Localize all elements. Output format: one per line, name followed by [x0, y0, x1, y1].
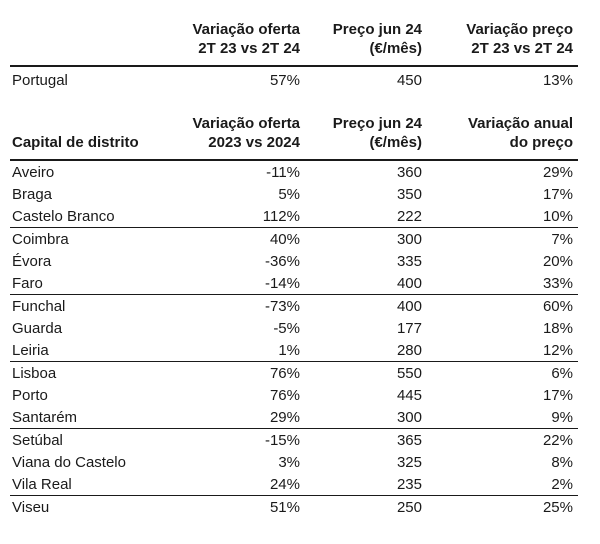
offer-change-cell: 40% — [269, 230, 300, 248]
header-line-2: (€/mês) — [369, 40, 422, 57]
price-change-cell: 22% — [542, 431, 573, 449]
header-line-2: 2T 23 vs 2T 24 — [471, 40, 573, 57]
district-name-cell: Leiria — [10, 339, 165, 362]
price-change-cell: 29% — [542, 163, 573, 181]
header-price — [305, 20, 427, 66]
header-line-2: (€/mês) — [369, 134, 422, 151]
header-line-2: 2023 vs 2024 — [208, 134, 300, 151]
price-change-cell: 10% — [427, 205, 578, 228]
price-cell: 250 — [396, 498, 422, 516]
price-cell: 300 — [305, 406, 427, 429]
table-row — [10, 272, 578, 295]
price-change-cell: 2% — [427, 473, 578, 496]
district-name-cell: Aveiro — [12, 163, 55, 181]
table-row — [10, 339, 578, 362]
offer-change-cell: -5% — [273, 319, 300, 337]
price-cell: 360 — [396, 163, 422, 181]
price-change-cell: 33% — [427, 272, 578, 295]
price-change-cell: 8% — [551, 453, 573, 471]
district-name-cell: Évora — [12, 252, 52, 270]
district-capitals-table — [10, 114, 578, 518]
offer-change-cell: -15% — [264, 431, 300, 449]
table-row — [10, 451, 578, 473]
header-line-2: Capital de distrito — [12, 134, 139, 151]
header-line-2: 2T 23 vs 2T 24 — [198, 40, 300, 57]
table-row — [10, 384, 578, 406]
price-change-cell: 17% — [542, 386, 573, 404]
offer-change-cell: 112% — [165, 205, 305, 228]
price-cell: 222 — [305, 205, 427, 228]
district-name-cell: Vila Real — [10, 473, 165, 496]
header-line-1: Variação oferta — [192, 115, 300, 132]
table-row — [10, 362, 578, 385]
offer-change-cell: -11% — [266, 163, 300, 181]
price-change-cell: 18% — [542, 319, 573, 337]
offer-change-cell: 24% — [165, 473, 305, 496]
district-name-cell: Viana do Castelo — [12, 453, 126, 471]
table-row — [10, 228, 578, 251]
offer-change-cell: 1% — [165, 339, 305, 362]
table-row — [10, 317, 578, 339]
offer-change-cell: 3% — [278, 453, 300, 471]
price-change-cell: 6% — [551, 364, 573, 382]
offer-change-cell: 29% — [165, 406, 305, 429]
price-change-cell: 13% — [542, 72, 573, 89]
table-row — [10, 496, 578, 519]
header-price-change — [427, 20, 578, 66]
price-cell: 400 — [396, 297, 422, 315]
offer-change-cell: 76% — [269, 364, 300, 382]
district-name-cell: Viseu — [12, 498, 50, 516]
table-row — [10, 183, 578, 205]
district-name-cell: Santarém — [10, 406, 165, 429]
offer-change-cell: 51% — [269, 498, 300, 516]
price-cell: 365 — [396, 431, 422, 449]
price-cell: 400 — [305, 272, 427, 295]
table-row — [10, 473, 578, 496]
header-line-1: Preço jun 24 — [332, 115, 422, 132]
header-line-1: Variação oferta — [192, 21, 300, 38]
portugal-summary-table — [10, 20, 578, 94]
price-change-cell: 9% — [427, 406, 578, 429]
header-line-1: Preço jun 24 — [332, 21, 422, 38]
table-header-row — [10, 20, 578, 66]
district-name-cell: Castelo Branco — [10, 205, 165, 228]
offer-change-cell: -36% — [264, 252, 300, 270]
price-cell: 177 — [396, 319, 422, 337]
price-cell: 350 — [396, 185, 422, 203]
price-change-cell: 7% — [551, 230, 573, 248]
price-cell: 325 — [396, 453, 422, 471]
row-label-cell: Portugal — [12, 72, 68, 89]
price-cell: 235 — [305, 473, 427, 496]
price-cell: 335 — [396, 252, 422, 270]
header-line-1: Variação preço — [466, 21, 573, 38]
price-cell: 550 — [396, 364, 422, 382]
header-offer-change — [165, 114, 305, 160]
header-offer-change — [165, 20, 305, 66]
price-cell: 280 — [305, 339, 427, 362]
price-change-cell: 25% — [542, 498, 573, 516]
table-row — [10, 295, 578, 318]
district-name-cell: Coimbra — [12, 230, 69, 248]
price-change-cell: 60% — [542, 297, 573, 315]
price-change-cell: 17% — [542, 185, 573, 203]
price-cell: 445 — [396, 386, 422, 404]
price-change-cell: 12% — [427, 339, 578, 362]
table-row — [10, 429, 578, 452]
price-change-cell: 20% — [542, 252, 573, 270]
offer-change-cell: 76% — [269, 386, 300, 404]
offer-change-cell: -73% — [264, 297, 300, 315]
table-row — [10, 250, 578, 272]
table-row — [10, 406, 578, 429]
price-cell: 300 — [396, 230, 422, 248]
district-name-cell: Porto — [12, 386, 48, 404]
header-district-capital — [10, 114, 165, 160]
header-price — [305, 114, 427, 160]
table-row-portugal — [10, 66, 578, 94]
district-name-cell: Lisboa — [12, 364, 57, 382]
header-empty — [10, 20, 165, 66]
table-header-row — [10, 114, 578, 160]
header-annual-price-change — [427, 114, 578, 160]
district-name-cell: Funchal — [12, 297, 66, 315]
district-name-cell: Setúbal — [12, 431, 63, 449]
header-line-1: Variação anual — [467, 115, 573, 132]
table-row — [10, 160, 578, 183]
table-row — [10, 205, 578, 228]
offer-change-cell: 57% — [269, 72, 300, 89]
district-name-cell: Guarda — [12, 319, 63, 337]
price-cell: 450 — [396, 72, 422, 89]
offer-change-cell: -14% — [165, 272, 305, 295]
district-name-cell: Braga — [12, 185, 53, 203]
district-name-cell: Faro — [10, 272, 165, 295]
offer-change-cell: 5% — [278, 185, 300, 203]
header-line-2: do preço — [509, 134, 573, 151]
